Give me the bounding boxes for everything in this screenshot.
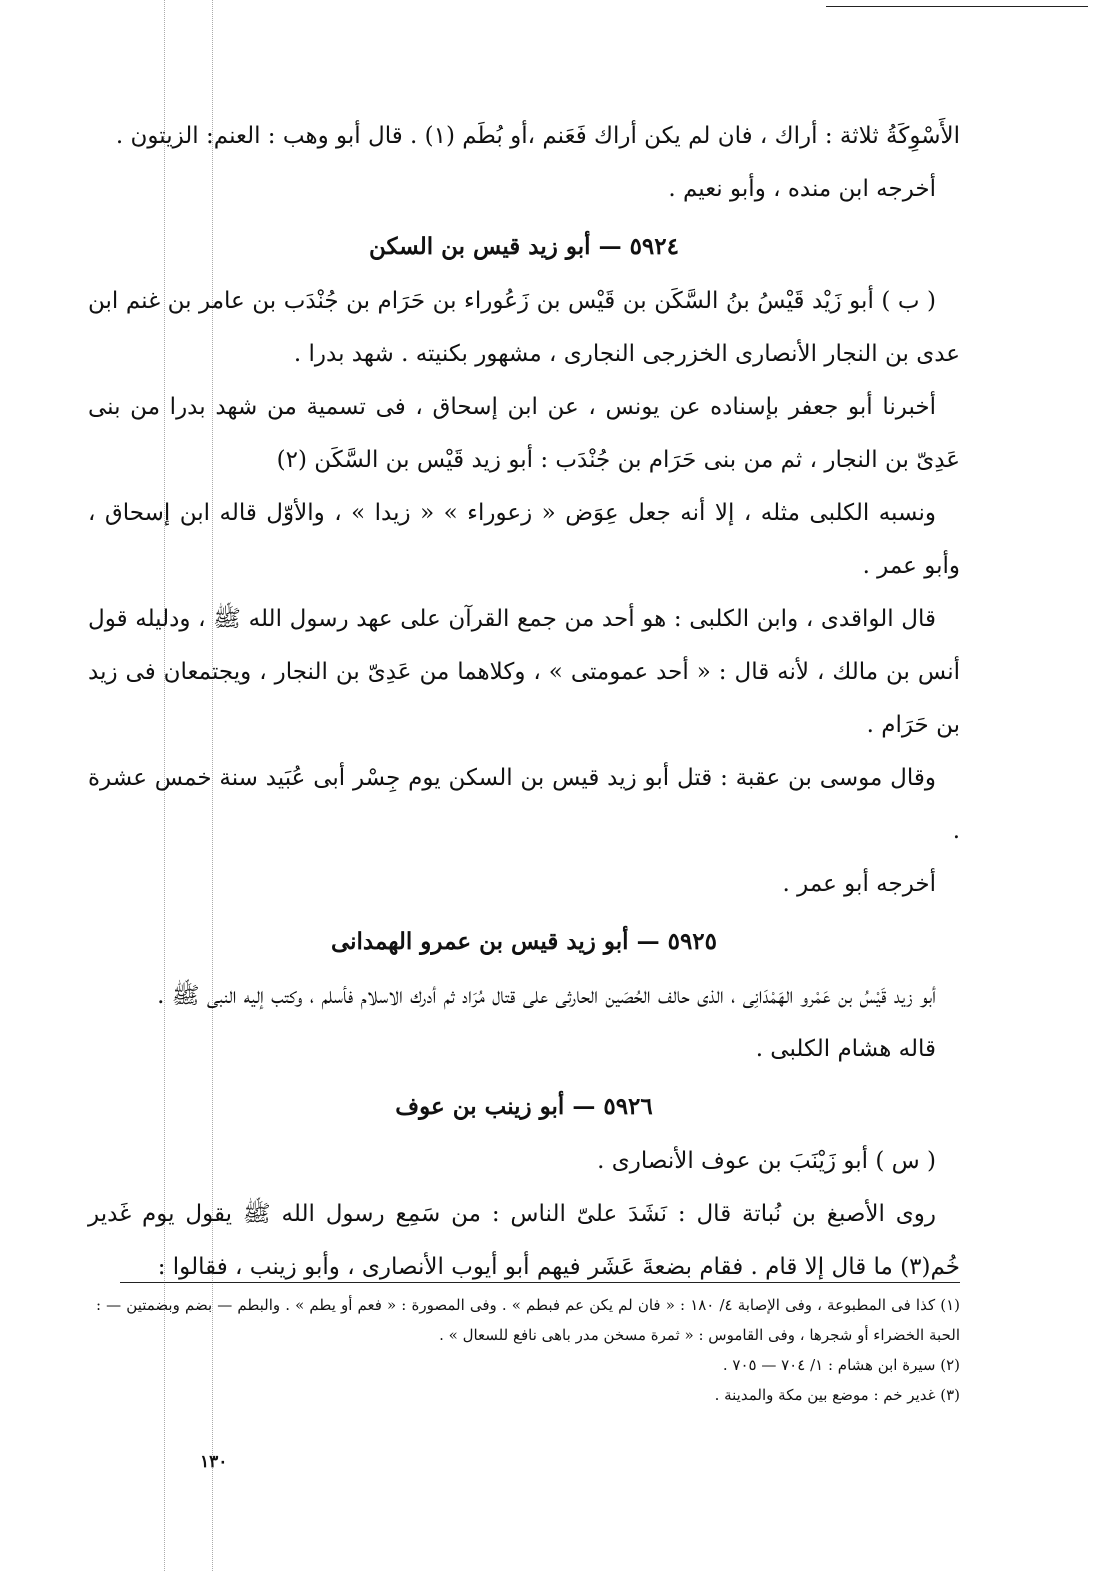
entry-paragraph: ( ب ) أبو زَيْد قَيْسُ بنُ السَّكَن بن قَيْس بن زَعُوراء بن حَرَام بن جُنْدَب بن عامر بن غنم ابن عدى بن النجار الأنصارى الخزرجى النجارى ، مشهور بكنيته . شهد بدرا . — [88, 288, 960, 367]
entry-heading: ٥٩٢٦ — أبو زينب بن عوف — [395, 1093, 653, 1120]
entry-paragraph: أبو زيد قَيْسُ بن عَمْرو الهَمْدَانِى ، الذى حالف الحُصَين الحارثى على قتال مُرَاد ثم أدرك الاسلام فأسلم ، وكتب إليه النبى ﷺ . — [157, 983, 936, 1009]
intro-line: أخرجه ابن منده ، وأبو نعيم . — [668, 176, 936, 202]
entry-paragraph: ( س ) أبو زَيْنَبَ بن عوف الأنصارى . — [597, 1148, 936, 1174]
entry-heading: ٥٩٢٥ — أبو زيد قيس بن عمرو الهمدانى — [330, 928, 718, 955]
entry-paragraph: أخبرنا أبو جعفر بإسناده عن يونس ، عن ابن إسحاق ، فى تسمية من شهد بدرا من بنى عَدِىّ بن النجار ، ثم من بنى حَرَام بن جُنْدَب : أبو زيد قَيْس بن السَّكَن (٢) — [88, 394, 960, 473]
footnote: (٢) سيرة ابن هشام : ١/ ٧٠٤ — ٧٠٥ . — [722, 1356, 960, 1374]
top-rule — [826, 6, 1088, 7]
entry-paragraph: قال الواقدى ، وابن الكلبى : هو أحد من جمع القرآن على عهد رسول الله ﷺ ، ودليله قول أنس بن مالك ، لأنه قال : « أحد عمومتى » ، وكلاهما من عَدِىّ بن النجار ، ويجتمعان فى زيد بن حَرَام . — [88, 606, 960, 738]
entry-paragraph: أخرجه أبو عمر . — [782, 871, 936, 897]
footnote: (٣) غدير خم : موضع بين مكة والمدينة . — [714, 1386, 960, 1404]
footnotes — [96, 1290, 960, 1410]
entry-paragraph: قاله هشام الكلبى . — [755, 1036, 936, 1062]
footnote-rule — [120, 1282, 960, 1283]
entry-paragraph: وقال موسى بن عقبة : قتل أبو زيد قيس بن السكن يوم جِسْر أبى عُبَيد سنة خمس عشرة . — [88, 765, 960, 844]
entry-paragraph: ونسبه الكلبى مثله ، إلا أنه جعل عِوَض « زعوراء » « زيدا » ، والأوّل قاله ابن إسحاق ، وأبو عمر . — [88, 500, 960, 579]
intro-line: الأَسْوِكَةُ ثلاثة : أراك ، فان لم يكن أراك فَعَنم ،أو بُطَم (١) . قال أبو وهب : العنم: الزيتون . — [115, 123, 960, 149]
entry-heading: ٥٩٢٤ — أبو زيد قيس بن السكن — [368, 233, 679, 260]
footnote: (١) كذا فى المطبوعة ، وفى الإصابة ٤/ ١٨٠ : « فان لم يكن عم فبطم » . وفى المصورة : « فعم أو يطم » . والبطم — بضم وبضمتين — : الحبة الخضراء أو شجرها ، وفى القاموس : « ثمرة مسخن مدر باهى نافع للسعال » . — [96, 1296, 960, 1344]
page-number: ١٣٠ — [200, 1452, 228, 1472]
entry-paragraph: روى الأصبغ بن نُباتة قال : نَشَدَ علىّ الناس : من سَمِع رسول الله ﷺ يقول يوم غَدير خُم(٣) ما قال إلا قام . فقام بضعةَ عَشَر فيهم أبو أيوب الأنصارى ، وأبو زينب ، فقالوا : — [88, 1201, 960, 1280]
main-text — [88, 110, 960, 1294]
